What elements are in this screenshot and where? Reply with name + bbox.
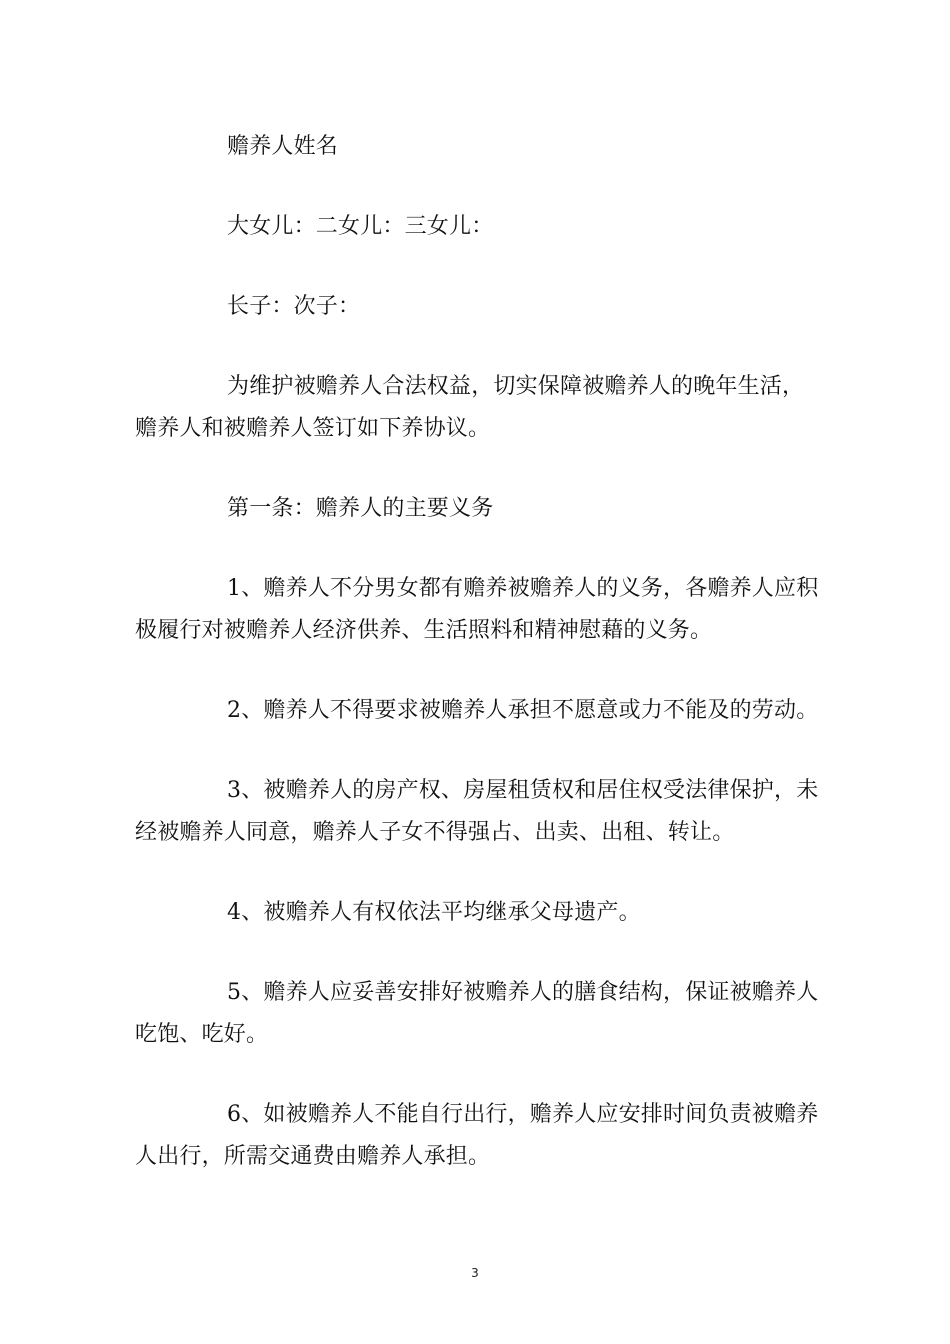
clause-1-paragraph: 1、赡养人不分男女都有赡养被赡养人的义务，各赡养人应积极履行对被赡养人经济供养、生活照料和精神慰藉的义务。 [135, 576, 819, 643]
clause-2-paragraph: 2、赡养人不得要求被赡养人承担不愿意或力不能及的劳动。 [227, 698, 819, 723]
document-body [135, 126, 825, 1216]
clause-3-paragraph: 3、被赡养人的房产权、房屋租赁权和居住权受法律保护，未经被赡养人同意，赡养人子女不得强占、出卖、出租、转让。 [135, 778, 819, 845]
page-number: 3 [471, 1266, 479, 1280]
supporter-name-line: 赡养人姓名 [227, 134, 339, 159]
clause-4-paragraph: 4、被赡养人有权依法平均继承父母遗产。 [227, 900, 641, 925]
sons-line: 长子：次子： [227, 294, 361, 319]
daughters-line: 大女儿：二女儿：三女儿： [227, 214, 494, 239]
clause-6-paragraph: 6、如被赡养人不能自行出行，赡养人应安排时间负责被赡养人出行，所需交通费由赡养人承担。 [135, 1102, 819, 1169]
agreement-intro-paragraph: 为维护被赡养人合法权益，切实保障被赡养人的晚年生活，赡养人和被赡养人签订如下养协议。 [135, 374, 805, 441]
clause-5-paragraph: 5、赡养人应妥善安排好被赡养人的膳食结构，保证被赡养人吃饱、吃好。 [135, 980, 819, 1047]
article-one-heading: 第一条：赡养人的主要义务 [227, 496, 494, 521]
